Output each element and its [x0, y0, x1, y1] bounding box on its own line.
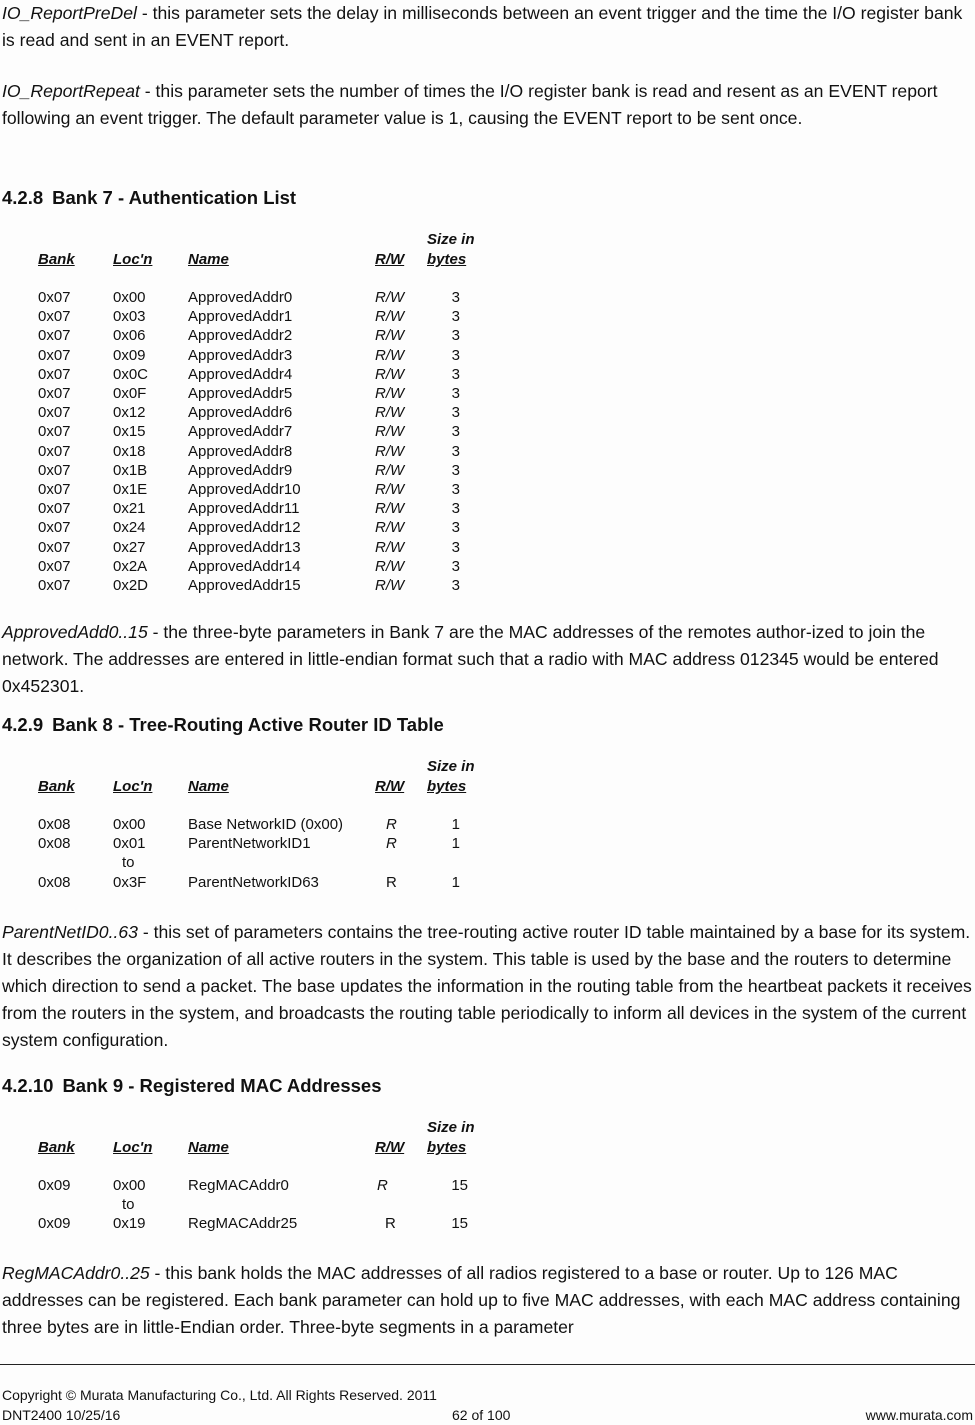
- paragraph-io-report-repeat: [2, 78, 972, 132]
- cell-bank: 0x07: [38, 404, 71, 422]
- header-name: Name: [188, 778, 229, 795]
- range-to-row: [0, 854, 520, 873]
- cell-name: ParentNetworkID63: [188, 874, 319, 891]
- cell-name: ApprovedAddr11: [188, 500, 300, 518]
- cell-name: RegMACAddr25: [188, 1215, 298, 1232]
- cell-location: 0x0F: [113, 385, 147, 402]
- header-bank: Bank: [38, 251, 75, 268]
- cell-name: ApprovedAddr4: [188, 365, 293, 383]
- header-location: Loc'n: [113, 1139, 153, 1156]
- cell-location: 0x1E: [113, 481, 148, 498]
- cell-rw: R/W: [375, 365, 405, 383]
- header-size-bottom: bytes: [427, 778, 467, 795]
- cell-name: Base NetworkID (0x00): [188, 816, 344, 833]
- cell-size: 3: [451, 346, 460, 364]
- cell-location: 0x12: [113, 404, 146, 422]
- table-row: [0, 1177, 520, 1196]
- table-header: [0, 1119, 520, 1159]
- section-number: 4.2.10: [2, 1075, 54, 1096]
- term-reg-mac-addr: RegMACAddr0..25: [2, 1263, 150, 1283]
- cell-rw: R/W: [375, 404, 405, 422]
- paragraph-io-report-pre-del: [2, 0, 972, 54]
- table-row: [0, 577, 520, 596]
- cell-bank: 0x07: [38, 365, 71, 383]
- header-name: Name: [188, 251, 229, 268]
- cell-name: ApprovedAddr9: [188, 461, 293, 479]
- cell-size: 3: [451, 481, 460, 498]
- table-row: [0, 500, 520, 519]
- cell-size: 3: [451, 289, 460, 306]
- cell-size: 3: [451, 557, 460, 575]
- header-rw: R/W: [375, 778, 405, 795]
- paragraph-text: - this parameter sets the delay in milliseconds between an event trigger and the time the I/O register bank is read and sent in an EVENT report.: [2, 3, 963, 50]
- section-number: 4.2.8: [2, 187, 44, 208]
- term-parent-net-id: ParentNetID0..63: [2, 922, 138, 942]
- cell-size: 3: [451, 577, 460, 594]
- cell-bank: 0x07: [38, 346, 71, 364]
- cell-rw: R/W: [375, 327, 405, 345]
- term-approved-addr: ApprovedAdd0..15: [2, 622, 148, 642]
- footer-page-number: 62 of 100: [452, 1407, 511, 1423]
- cell-bank: 0x07: [38, 308, 71, 326]
- cell-name: ApprovedAddr10: [188, 481, 301, 498]
- paragraph-approved-addr: [2, 619, 972, 700]
- cell-rw: R/W: [375, 385, 405, 402]
- section-number: 4.2.9: [2, 714, 44, 735]
- table-row: [0, 385, 520, 404]
- paragraph-text: - this set of parameters contains the tree-routing active router ID table maintained by a base for its system. It describes the organization of all active routers in the system. This table is used by the base and the routers to determine which direction to send a packet. The base updates the information in the routing table from the heartbeat packets it receives from the routers in the system, and broadcasts the routing table periodically to inform all devices in the system of the current system configuration.: [2, 922, 972, 1050]
- cell-location: 0x19: [113, 1215, 146, 1232]
- cell-rw: R/W: [375, 538, 405, 556]
- header-rw: R/W: [375, 251, 405, 268]
- cell-size: 3: [451, 423, 460, 441]
- cell-bank: 0x08: [38, 835, 71, 852]
- cell-rw: R: [386, 816, 397, 833]
- cell-name: ApprovedAddr7: [188, 423, 293, 441]
- cell-rw: R: [377, 1177, 388, 1194]
- paragraph-text: - this bank holds the MAC addresses of all radios registered to a base or router. Up to 126 MAC addresses can be registered. Each bank parameter can hold up to five MAC addresses, with each MAC address containing three bytes are in little-Endian order. Three-byte segments in a parameter: [2, 1263, 961, 1337]
- table-row: [0, 366, 520, 385]
- header-rw: R/W: [375, 1139, 405, 1156]
- cell-size: 1: [451, 835, 460, 852]
- paragraph-parent-net-id: [2, 919, 972, 1054]
- cell-size: 3: [451, 442, 460, 460]
- header-location: Loc'n: [113, 251, 153, 268]
- term-io-report-pre-del: IO_ReportPreDel: [2, 3, 137, 23]
- cell-size: 1: [451, 874, 460, 891]
- cell-size: 15: [451, 1177, 468, 1194]
- table-row: [0, 481, 520, 500]
- table-row: [0, 519, 520, 538]
- table-row: [0, 443, 520, 462]
- cell-bank: 0x07: [38, 519, 71, 537]
- cell-name: ApprovedAddr13: [188, 538, 301, 556]
- table-row: [0, 308, 520, 327]
- cell-location: 0x0C: [113, 365, 149, 383]
- cell-size: 15: [451, 1215, 468, 1232]
- cell-bank: 0x07: [38, 289, 71, 306]
- cell-rw: R/W: [375, 423, 405, 441]
- cell-size: 3: [451, 327, 460, 345]
- cell-bank: 0x07: [38, 442, 71, 460]
- header-bank: Bank: [38, 778, 75, 795]
- cell-name: ApprovedAddr12: [188, 519, 301, 537]
- cell-name: ApprovedAddr5: [188, 385, 293, 402]
- range-to-label: to: [122, 854, 135, 871]
- cell-name: ApprovedAddr3: [188, 346, 293, 364]
- range-to-label: to: [122, 1196, 135, 1213]
- cell-name: ApprovedAddr15: [188, 577, 301, 594]
- cell-location: 0x21: [113, 500, 146, 518]
- cell-bank: 0x08: [38, 874, 71, 891]
- table-row: [0, 289, 520, 308]
- table-row: [0, 816, 520, 835]
- table-row: [0, 558, 520, 577]
- section-title: Bank 7 - Authentication List: [52, 187, 297, 208]
- table-row: [0, 347, 520, 366]
- cell-rw: R/W: [375, 442, 405, 460]
- cell-name: ApprovedAddr14: [188, 557, 301, 575]
- table-row: [0, 1215, 520, 1234]
- footer-doc-id: DNT2400 10/25/16: [2, 1407, 121, 1423]
- cell-bank: 0x08: [38, 816, 71, 833]
- cell-bank: 0x09: [38, 1177, 71, 1194]
- cell-location: 0x27: [113, 538, 146, 556]
- table-row: [0, 404, 520, 423]
- cell-rw: R/W: [375, 577, 405, 594]
- range-to-row: [0, 1196, 520, 1215]
- cell-location: 0x3F: [113, 874, 147, 891]
- cell-location: 0x15: [113, 423, 146, 441]
- cell-name: ApprovedAddr0: [188, 289, 293, 306]
- table-row: [0, 462, 520, 481]
- cell-location: 0x18: [113, 442, 146, 460]
- cell-location: 0x2D: [113, 577, 149, 594]
- cell-location: 0x24: [113, 519, 146, 537]
- paragraph-text: - the three-byte parameters in Bank 7 are the MAC addresses of the remotes author-ized to join the network. The addresses are entered in little-endian format such that a radio with MAC address 012345 would be entered 0x452301.: [2, 622, 939, 696]
- header-name: Name: [188, 1139, 229, 1156]
- footer-copyright: Copyright © Murata Manufacturing Co., Ltd. All Rights Reserved. 2011: [2, 1387, 437, 1403]
- term-io-report-repeat: IO_ReportRepeat: [2, 81, 140, 101]
- table-header: [0, 758, 520, 798]
- table-row: [0, 835, 520, 854]
- cell-size: 3: [451, 404, 460, 422]
- section-title: Bank 9 - Registered MAC Addresses: [62, 1075, 382, 1096]
- cell-bank: 0x07: [38, 327, 71, 345]
- header-size-bottom: bytes: [427, 251, 467, 268]
- cell-location: 0x01: [113, 835, 146, 852]
- cell-name: ApprovedAddr8: [188, 442, 293, 460]
- cell-rw: R/W: [375, 461, 405, 479]
- cell-location: 0x00: [113, 816, 146, 833]
- table-row: [0, 539, 520, 558]
- cell-bank: 0x07: [38, 385, 71, 402]
- header-size-top: Size in: [427, 1119, 475, 1136]
- footer-rule: [0, 1364, 975, 1365]
- cell-bank: 0x07: [38, 557, 71, 575]
- cell-name: ApprovedAddr2: [188, 327, 293, 345]
- paragraph-reg-mac-addr: [2, 1260, 972, 1341]
- cell-bank: 0x09: [38, 1215, 71, 1232]
- cell-location: 0x03: [113, 308, 146, 326]
- header-size-bottom: bytes: [427, 1139, 467, 1156]
- header-size-top: Size in: [427, 231, 475, 248]
- table-row: [0, 423, 520, 442]
- table-header: [0, 231, 520, 271]
- cell-rw: R: [385, 1215, 396, 1232]
- cell-bank: 0x07: [38, 577, 71, 594]
- cell-size: 3: [451, 308, 460, 326]
- section-heading-4-2-10: [2, 1075, 382, 1097]
- cell-rw: R/W: [375, 500, 405, 518]
- cell-size: 3: [451, 365, 460, 383]
- header-size-top: Size in: [427, 758, 475, 775]
- cell-rw: R: [386, 874, 397, 891]
- cell-size: 3: [451, 385, 460, 402]
- cell-location: 0x1B: [113, 461, 148, 479]
- footer-url[interactable]: www.murata.com: [865, 1407, 973, 1423]
- cell-name: ParentNetworkID1: [188, 835, 311, 852]
- cell-bank: 0x07: [38, 481, 71, 498]
- cell-bank: 0x07: [38, 500, 71, 518]
- cell-size: 3: [451, 461, 460, 479]
- cell-size: 3: [451, 500, 460, 518]
- cell-size: 3: [451, 538, 460, 556]
- cell-bank: 0x07: [38, 423, 71, 441]
- cell-rw: R/W: [375, 308, 405, 326]
- table-row: [0, 874, 520, 893]
- table-row: [0, 327, 520, 346]
- cell-size: 1: [451, 816, 460, 833]
- cell-name: RegMACAddr0: [188, 1177, 289, 1194]
- cell-location: 0x06: [113, 327, 146, 345]
- cell-rw: R/W: [375, 557, 405, 575]
- cell-rw: R: [386, 835, 397, 852]
- cell-rw: R/W: [375, 346, 405, 364]
- cell-name: ApprovedAddr1: [188, 308, 293, 326]
- cell-location: 0x00: [113, 289, 146, 306]
- cell-location: 0x2A: [113, 557, 148, 575]
- cell-bank: 0x07: [38, 538, 71, 556]
- cell-location: 0x09: [113, 346, 146, 364]
- header-bank: Bank: [38, 1139, 75, 1156]
- paragraph-text: - this parameter sets the number of times the I/O register bank is read and resent as an EVENT report following an event trigger. The default parameter value is 1, causing the EVENT report to be sent once.: [2, 81, 938, 128]
- cell-name: ApprovedAddr6: [188, 404, 293, 422]
- header-location: Loc'n: [113, 778, 153, 795]
- cell-rw: R/W: [375, 481, 405, 498]
- cell-rw: R/W: [375, 519, 405, 537]
- section-heading-4-2-9: [2, 714, 444, 736]
- section-title: Bank 8 - Tree-Routing Active Router ID Table: [52, 714, 444, 735]
- cell-size: 3: [451, 519, 460, 537]
- section-heading-4-2-8: [2, 187, 296, 209]
- cell-location: 0x00: [113, 1177, 146, 1194]
- cell-rw: R/W: [375, 289, 405, 306]
- cell-bank: 0x07: [38, 461, 71, 479]
